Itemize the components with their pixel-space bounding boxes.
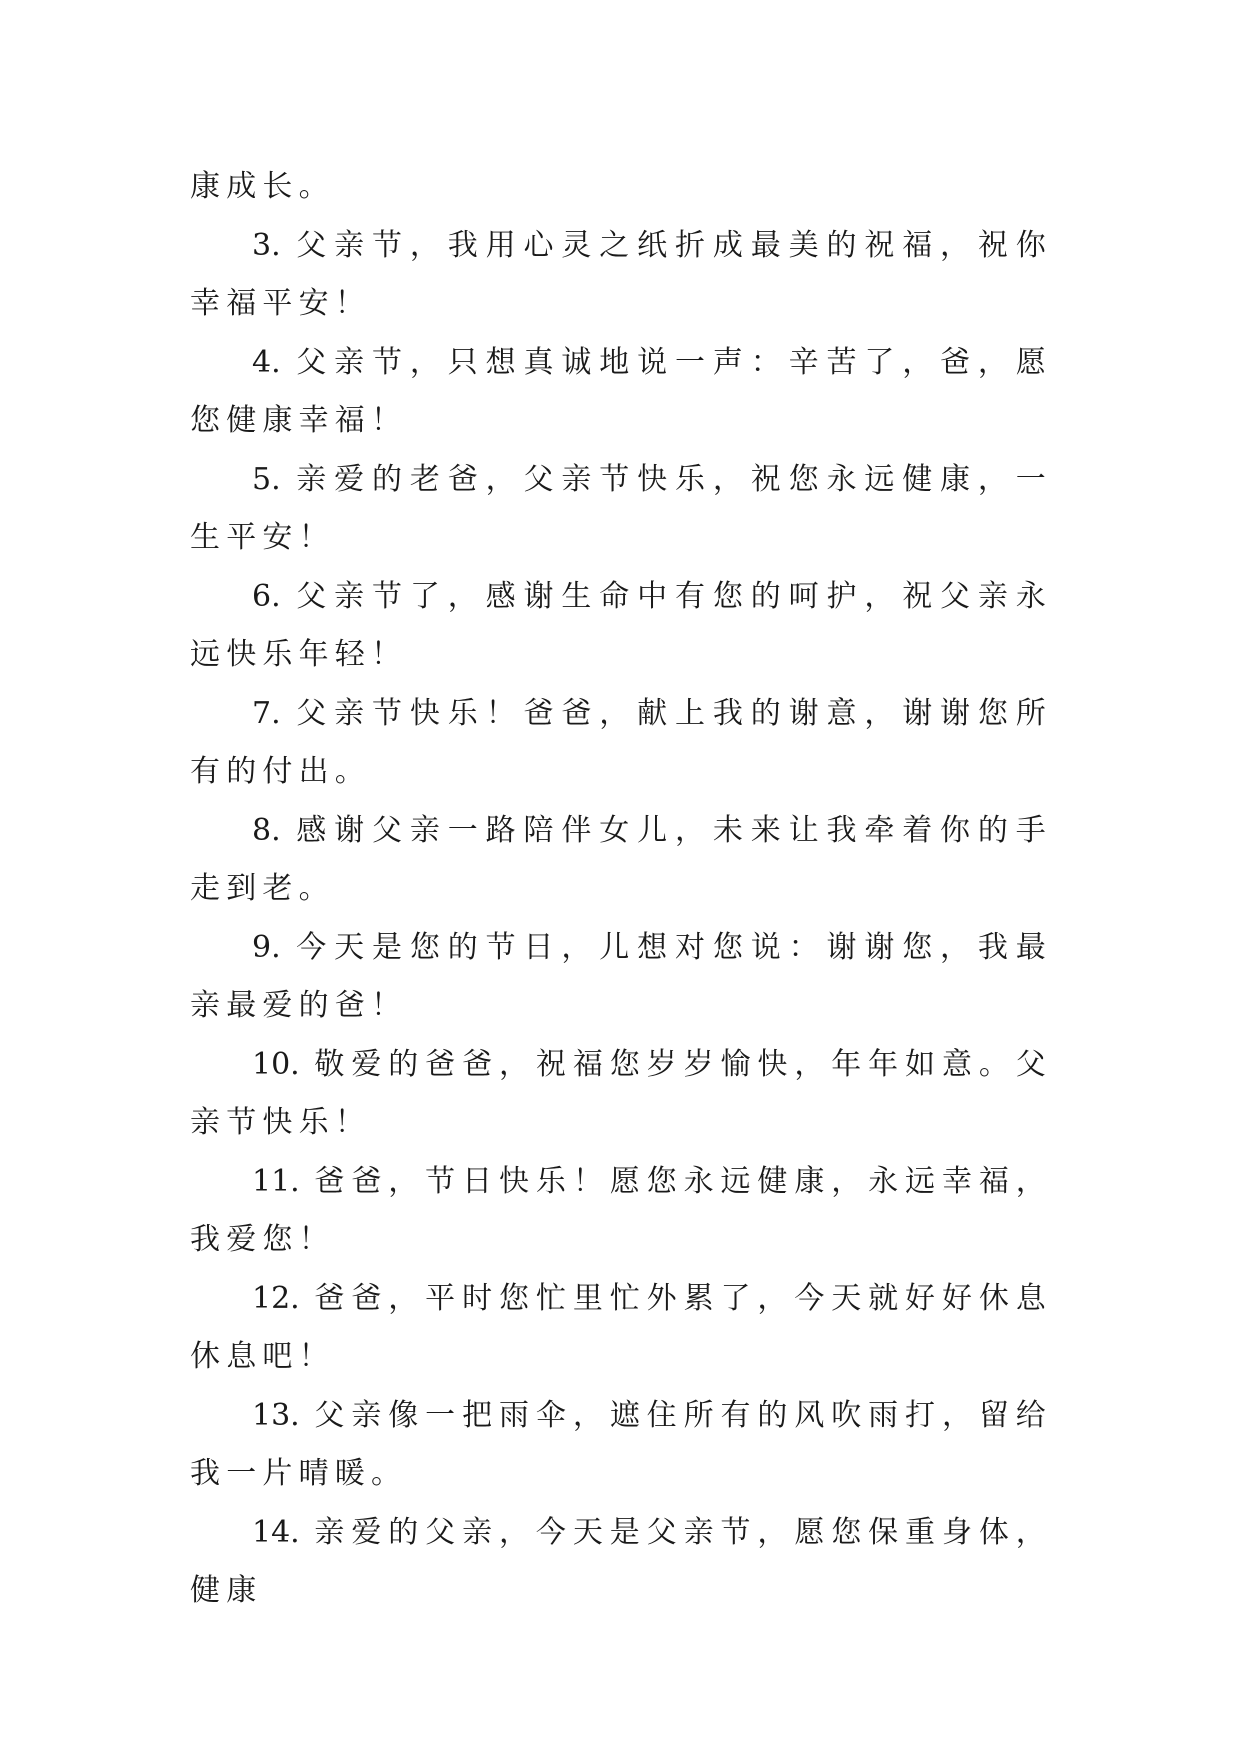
list-item [190,217,1052,334]
list-item [190,568,1052,685]
item-number: 10. [252,1046,300,1082]
list-item [190,334,1052,451]
item-text: 亲爱的父亲，今天是父亲节，愿您保重身体，健康 [190,1514,1052,1608]
list-item [190,1270,1052,1387]
item-number: 3. [252,227,281,263]
item-number: 14. [252,1514,300,1550]
item-number: 4. [252,344,281,380]
item-number: 11. [252,1163,300,1199]
item-number: 12. [252,1280,300,1316]
list-item [190,919,1052,1036]
item-number: 9. [252,929,281,965]
document-body [190,158,1052,1621]
item-number: 5. [252,461,281,497]
list-item [190,1387,1052,1504]
list-item [190,802,1052,919]
list-item [190,685,1052,802]
item-text: 父亲像一把雨伞，遮住所有的风吹雨打，留给我一片晴暖。 [190,1397,1052,1491]
list-item [190,451,1052,568]
item-text: 父亲节快乐！爸爸，献上我的谢意，谢谢您所有的付出。 [190,695,1052,789]
item-text: 爸爸，节日快乐！愿您永远健康，永远幸福，我爱您！ [190,1163,1052,1257]
item-number: 8. [252,812,281,848]
item-text: 爸爸，平时您忙里忙外累了，今天就好好休息休息吧！ [190,1280,1052,1374]
item-number: 7. [252,695,281,731]
item-text: 父亲节了，感谢生命中有您的呵护，祝父亲永远快乐年轻！ [190,578,1052,672]
item-text: 感谢父亲一路陪伴女儿，未来让我牵着你的手走到老。 [190,812,1052,906]
list-item [190,1504,1052,1621]
list-item [190,1153,1052,1270]
item-text: 父亲节，我用心灵之纸折成最美的祝福，祝你幸福平安！ [190,227,1052,321]
item-text: 敬爱的爸爸，祝福您岁岁愉快，年年如意。父亲节快乐！ [190,1046,1052,1140]
item-text: 亲爱的老爸，父亲节快乐，祝您永远健康，一生平安！ [190,461,1052,555]
item-text: 父亲节，只想真诚地说一声：辛苦了，爸，愿您健康幸福！ [190,344,1052,438]
continuation-paragraph: 康成长。 [190,169,335,204]
item-number: 13. [252,1397,300,1433]
list-item [190,1036,1052,1153]
item-number: 6. [252,578,281,614]
item-text: 今天是您的节日，儿想对您说：谢谢您，我最亲最爱的爸！ [190,929,1052,1023]
